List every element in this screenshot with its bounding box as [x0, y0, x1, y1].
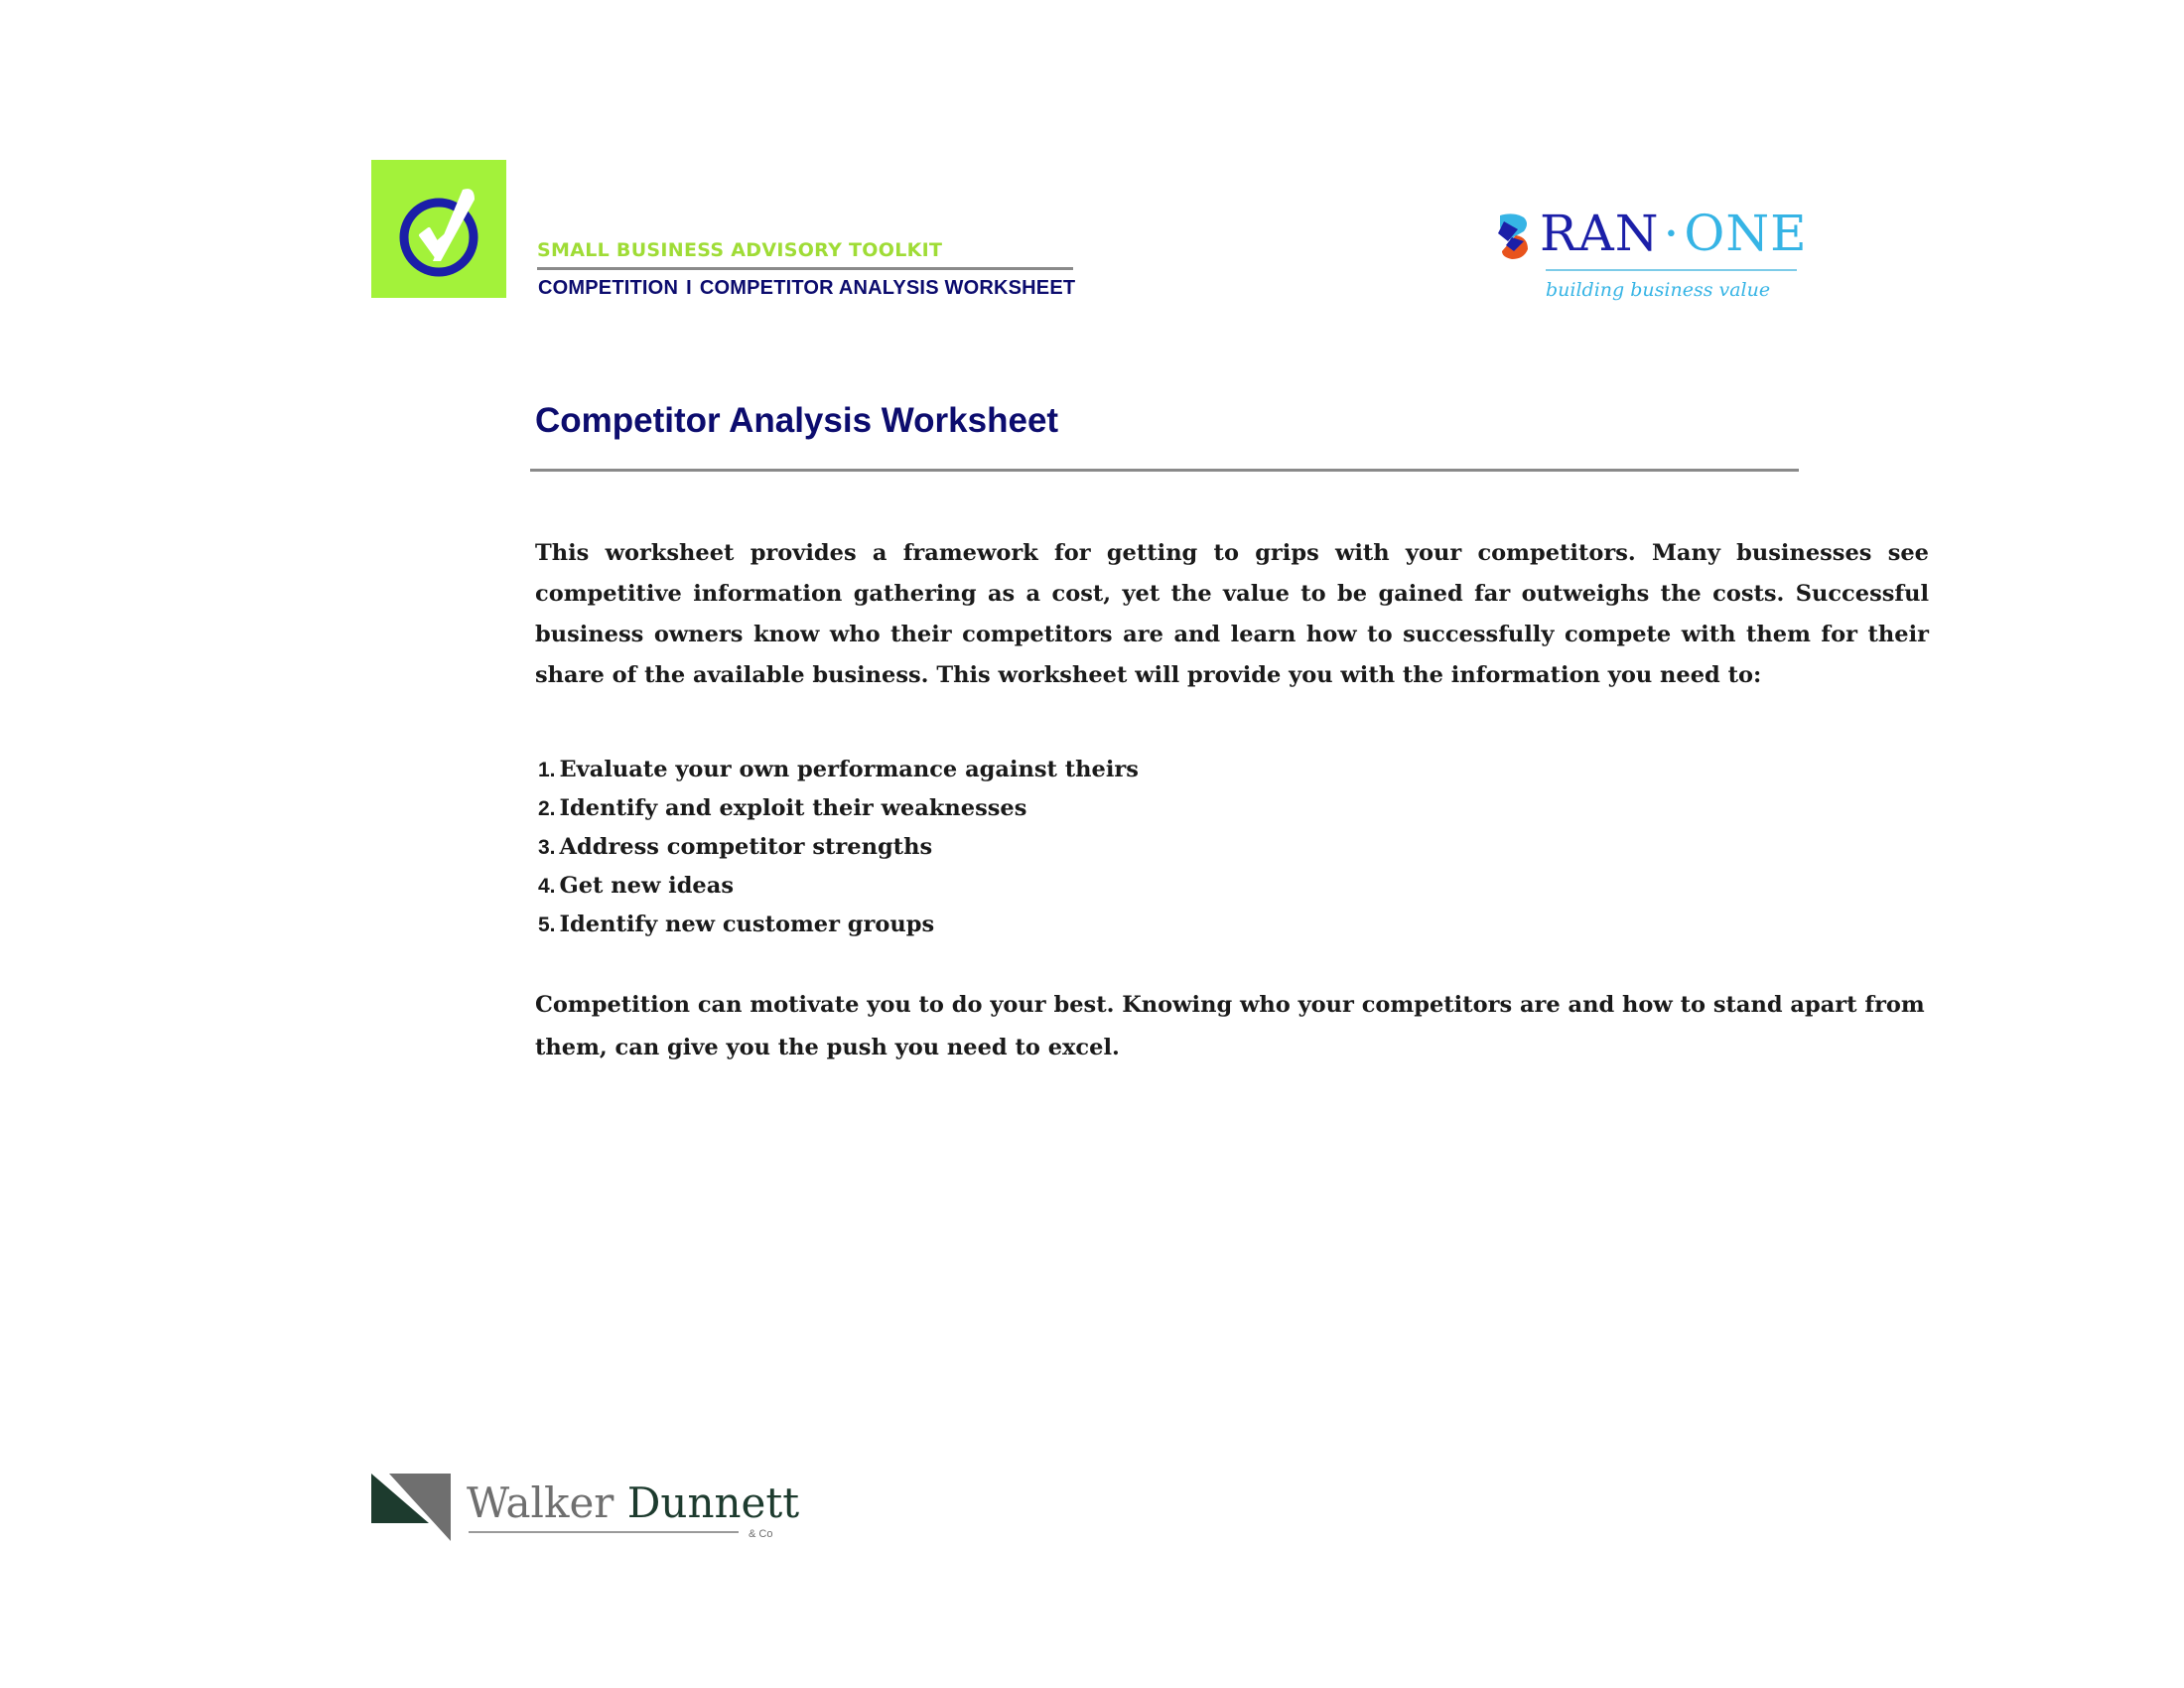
ranone-tagline: building business value	[1546, 279, 1771, 301]
list-item: 1. Evaluate your own performance against theirs	[538, 757, 1139, 782]
list-item: 3. Address competitor strengths	[538, 834, 933, 860]
ranone-logo	[1494, 204, 1812, 313]
breadcrumb-separator: I	[686, 277, 692, 299]
title-divider	[530, 469, 1799, 472]
list-item: 5. Identify new customer groups	[538, 912, 935, 937]
breadcrumb-page: COMPETITOR ANALYSIS WORKSHEET	[699, 277, 1076, 299]
list-item: 4. Get new ideas	[538, 873, 734, 899]
toolkit-divider	[537, 267, 1073, 270]
walker-divider	[469, 1531, 739, 1533]
ranone-divider	[1546, 269, 1797, 271]
walker-dunnett-logo	[371, 1474, 800, 1543]
ranone-wordmark: RAN·ONE	[1540, 205, 1808, 262]
needs-list	[538, 751, 1139, 944]
breadcrumb-section: COMPETITION	[538, 277, 679, 299]
toolkit-title: SMALL BUSINESS ADVISORY TOOLKIT	[537, 239, 943, 261]
walker-suffix: & Co	[749, 1528, 773, 1540]
page-title: Competitor Analysis Worksheet	[535, 401, 1059, 440]
breadcrumb	[538, 277, 1075, 300]
ranone-mark-icon	[1494, 211, 1534, 263]
check-circle-icon	[371, 160, 506, 298]
intro-paragraph: This worksheet provides a framework for getting to grips with your competitors. Many businesses see competitive information gathering as a cost, yet the value to be gained far outweighs the costs. Successful business owners know who their competitors are and learn how to successfully compete with them for their share of the available business. This worksheet will provide you with the information you need to:	[535, 540, 1929, 688]
walker-wordmark: Walker Dunnett	[467, 1478, 800, 1527]
walker-mark-icon	[371, 1474, 451, 1541]
closing-paragraph: Competition can motivate you to do your best. Knowing who your competitors are and how to stand apart from them, can give you the push you need to excel.	[535, 992, 1925, 1060]
toolkit-logo	[371, 160, 506, 298]
list-item: 2. Identify and exploit their weaknesses	[538, 795, 1027, 821]
